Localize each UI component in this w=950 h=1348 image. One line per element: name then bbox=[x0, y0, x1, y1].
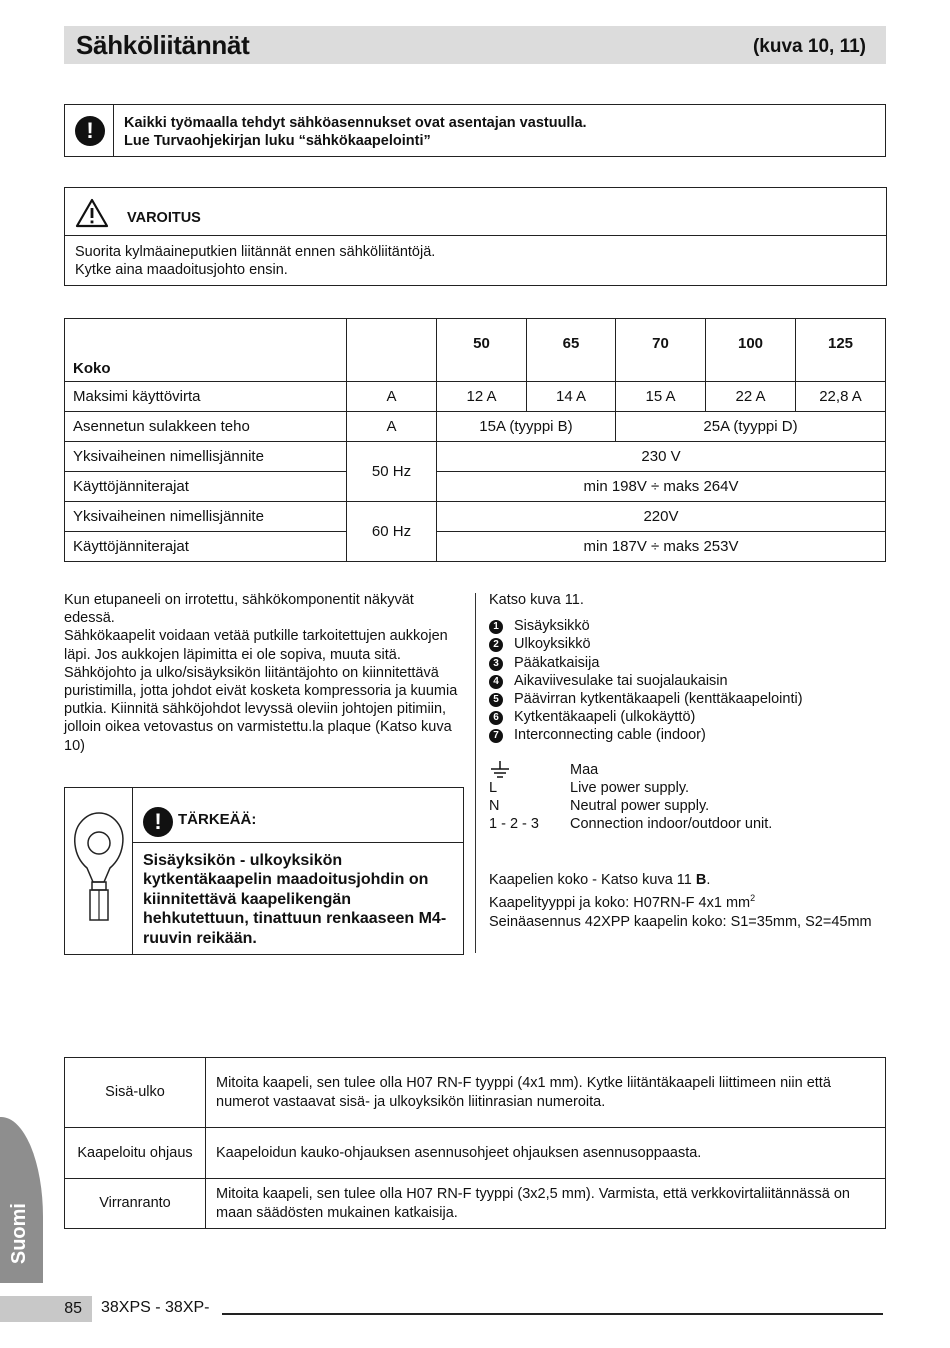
unit-cell: A bbox=[347, 412, 437, 442]
number-badge: 5 bbox=[489, 693, 503, 707]
table-row bbox=[65, 1058, 886, 1128]
row-label: Käyttöjänniterajat bbox=[65, 472, 347, 502]
component-list bbox=[489, 617, 889, 744]
empty-cell bbox=[347, 319, 437, 382]
value-cell: 220V bbox=[437, 502, 886, 532]
wiring-legend bbox=[489, 761, 889, 834]
legend-row bbox=[489, 815, 889, 833]
paragraph: Sähkökaapelit voidaan vetää putkille tarkoitettujen aukkojen läpi. Jos aukkojen läpimitta ei ole sopiva, muuta sitä. bbox=[64, 628, 448, 663]
number-badge: 1 bbox=[489, 620, 503, 634]
legend-row bbox=[489, 779, 889, 797]
table-row bbox=[65, 412, 886, 442]
item-label: Ulkoyksikkö bbox=[514, 636, 591, 653]
notice-line: Kaikki työmaalla tehdyt sähköasennukset ovat asentajan vastuulla. bbox=[124, 115, 587, 131]
paragraph: Sähköjohto ja ulko/sisäyksikön liitäntäjohto on kiinnitettävä puristimilla, jotta johdot eivät kosketa kompressoria ja kuumia putkia. Kiinnitä sähköjohdot levyssä oleviin johtojen pitimiin, jolloin oikea vetovastus on varmistettu.la plaque (Katso kuva 10) bbox=[64, 664, 458, 754]
legend-label: Connection indoor/outdoor unit. bbox=[570, 816, 773, 833]
legend-row bbox=[489, 797, 889, 815]
row-label: Asennetun sulakkeen teho bbox=[65, 412, 347, 442]
table-row bbox=[65, 382, 886, 412]
exclamation-icon: ! bbox=[75, 116, 105, 146]
list-item bbox=[489, 654, 889, 672]
size-cell: 100 bbox=[706, 319, 796, 382]
cable-type-line: Kaapelityyppi ja koko: H07RN-F 4x1 $mm^2$ bbox=[489, 893, 756, 912]
important-header bbox=[133, 788, 463, 843]
number-badge: 7 bbox=[489, 729, 503, 743]
row-label: Yksivaiheinen nimellisjännite bbox=[65, 442, 347, 472]
warning-title: VAROITUS bbox=[127, 210, 201, 226]
list-item bbox=[489, 690, 889, 708]
table-row bbox=[65, 442, 886, 472]
legend-label: Live power supply. bbox=[570, 779, 690, 796]
legend-label: Neutral power supply. bbox=[570, 797, 710, 814]
value-cell: 22,8 A bbox=[796, 382, 886, 412]
frequency-cell: 50 Hz bbox=[347, 442, 437, 502]
number-badge: 2 bbox=[489, 638, 503, 652]
figure-reference: (kuva 10, 11) bbox=[752, 36, 866, 57]
list-item bbox=[489, 635, 889, 653]
notice-icon-cell bbox=[65, 105, 114, 156]
frequency-cell: 60 Hz bbox=[347, 502, 437, 562]
ground-symbol-icon bbox=[489, 761, 511, 779]
paragraph: Kun etupaneeli on irrotettu, sähkökomponentit näkyvät edessä. bbox=[64, 592, 414, 627]
list-item bbox=[489, 672, 889, 690]
ring-terminal-cell bbox=[65, 788, 133, 954]
notice-line: Lue Turvaohjekirjan luku “sähkökaapelointi” bbox=[124, 133, 431, 149]
section-header bbox=[64, 26, 886, 64]
right-column bbox=[489, 591, 889, 931]
value-cell: 230 V bbox=[437, 442, 886, 472]
item-label: Kytkentäkaapeli (ulkokäyttö) bbox=[514, 709, 696, 726]
item-label: Sisäyksikkö bbox=[514, 618, 590, 635]
language-tab bbox=[0, 1117, 43, 1283]
cable-description: Kaapeloidun kauko-ohjauksen asennusohjeet ohjauksen asennusoppaasta. bbox=[206, 1128, 886, 1179]
exclamation-icon: ! bbox=[143, 807, 173, 837]
value-cell: 12 A bbox=[437, 382, 527, 412]
row-label: Yksivaiheinen nimellisjännite bbox=[65, 502, 347, 532]
warning-box bbox=[64, 187, 887, 286]
value-cell: 15A (tyyppi B) bbox=[437, 412, 616, 442]
legend-key: L bbox=[489, 779, 498, 796]
size-cell: 65 bbox=[527, 319, 616, 382]
item-label: Pääkatkaisija bbox=[514, 654, 600, 671]
cable-name: Virranranto bbox=[65, 1179, 206, 1229]
wall-mount-line: Seinäasennus 42XPP kaapelin koko: S1=35mm, S2=45mm bbox=[489, 913, 872, 930]
unit-cell: A bbox=[347, 382, 437, 412]
notice-text bbox=[124, 114, 587, 150]
table-row bbox=[65, 532, 886, 562]
table-row bbox=[65, 1128, 886, 1179]
row-label: Maksimi käyttövirta bbox=[65, 382, 347, 412]
page-number: 85 bbox=[64, 1300, 82, 1317]
list-item bbox=[489, 726, 889, 744]
number-badge: 6 bbox=[489, 711, 503, 725]
table-row bbox=[65, 472, 886, 502]
warning-line: Suorita kylmäaineputkien liitännät ennen sähköliitäntöjä. bbox=[75, 244, 436, 260]
legend-key: N bbox=[489, 797, 500, 814]
left-column-text bbox=[64, 591, 464, 755]
page-number-box bbox=[0, 1296, 92, 1322]
cable-info bbox=[489, 871, 889, 930]
figure-intro: Katso kuva 11. bbox=[489, 592, 584, 608]
cable-name: Kaapeloitu ohjaus bbox=[65, 1128, 206, 1179]
legend-row bbox=[489, 761, 889, 779]
item-label: Päävirran kytkentäkaapeli (kenttäkaapelointi) bbox=[514, 690, 803, 707]
important-title: TÄRKEÄÄ: bbox=[178, 811, 257, 828]
column-divider bbox=[475, 593, 476, 953]
warning-text bbox=[75, 243, 435, 279]
cable-name: Sisä-ulko bbox=[65, 1058, 206, 1128]
ring-terminal-icon bbox=[65, 788, 132, 954]
table-row bbox=[65, 502, 886, 532]
warning-header bbox=[65, 188, 886, 236]
size-label: Koko bbox=[65, 319, 347, 382]
table-row bbox=[65, 1179, 886, 1229]
important-text: Sisäyksikön - ulkoyksikön kytkentäkaapelin maadoitusjohdin on kiinnitettävä kaapelikengän hehkutettuun, tinattuun renkaaseen M4-ruuvin reikään. bbox=[143, 852, 447, 947]
model-name: 38XPS - 38XP- bbox=[101, 1299, 210, 1316]
page-title: Sähköliitännät bbox=[76, 30, 250, 60]
list-item bbox=[489, 708, 889, 726]
number-badge: 3 bbox=[489, 657, 503, 671]
size-cell: 50 bbox=[437, 319, 527, 382]
number-badge: 4 bbox=[489, 675, 503, 689]
size-cell: 125 bbox=[796, 319, 886, 382]
responsibility-notice bbox=[64, 104, 886, 157]
cable-requirements-table bbox=[64, 1057, 886, 1229]
item-label: Interconnecting cable (indoor) bbox=[514, 727, 706, 744]
cable-description: Mitoita kaapeli, sen tulee olla H07 RN-F tyyppi (4x1 mm). Kytke liitäntäkaapeli liittimeen niin että numerot vastaavat sisä- ja ulkoyksikön liitinrasian numeroita. bbox=[206, 1058, 886, 1128]
item-label: Aikaviivesulake tai suojalaukaisin bbox=[514, 672, 728, 689]
cable-description: Mitoita kaapeli, sen tulee olla H07 RN-F tyyppi (3x2,5 mm). Varmista, että verkkovirtaliitännässä on maan säädösten mukainen katkaisija. bbox=[206, 1179, 886, 1229]
warning-line: Kytke aina maadoitusjohto ensin. bbox=[75, 262, 288, 278]
footer-rule bbox=[222, 1313, 883, 1315]
size-cell: 70 bbox=[616, 319, 706, 382]
language-label: Suomi bbox=[8, 1203, 30, 1265]
value-cell: 25A (tyyppi D) bbox=[616, 412, 886, 442]
value-cell: 15 A bbox=[616, 382, 706, 412]
cable-size-line: Kaapelien koko - Katso kuva 11 B. bbox=[489, 872, 711, 889]
value-cell: min 187V ÷ maks 253V bbox=[437, 532, 886, 562]
list-item bbox=[489, 617, 889, 635]
table-header-row bbox=[65, 319, 886, 382]
row-label: Käyttöjänniterajat bbox=[65, 532, 347, 562]
legend-key: 1 - 2 - 3 bbox=[489, 816, 539, 833]
value-cell: 22 A bbox=[706, 382, 796, 412]
value-cell: 14 A bbox=[527, 382, 616, 412]
legend-label: Maa bbox=[570, 761, 599, 778]
value-cell: min 198V ÷ maks 264V bbox=[437, 472, 886, 502]
electrical-spec-table bbox=[64, 318, 886, 562]
important-box bbox=[64, 787, 464, 955]
warning-triangle-icon bbox=[75, 198, 109, 228]
